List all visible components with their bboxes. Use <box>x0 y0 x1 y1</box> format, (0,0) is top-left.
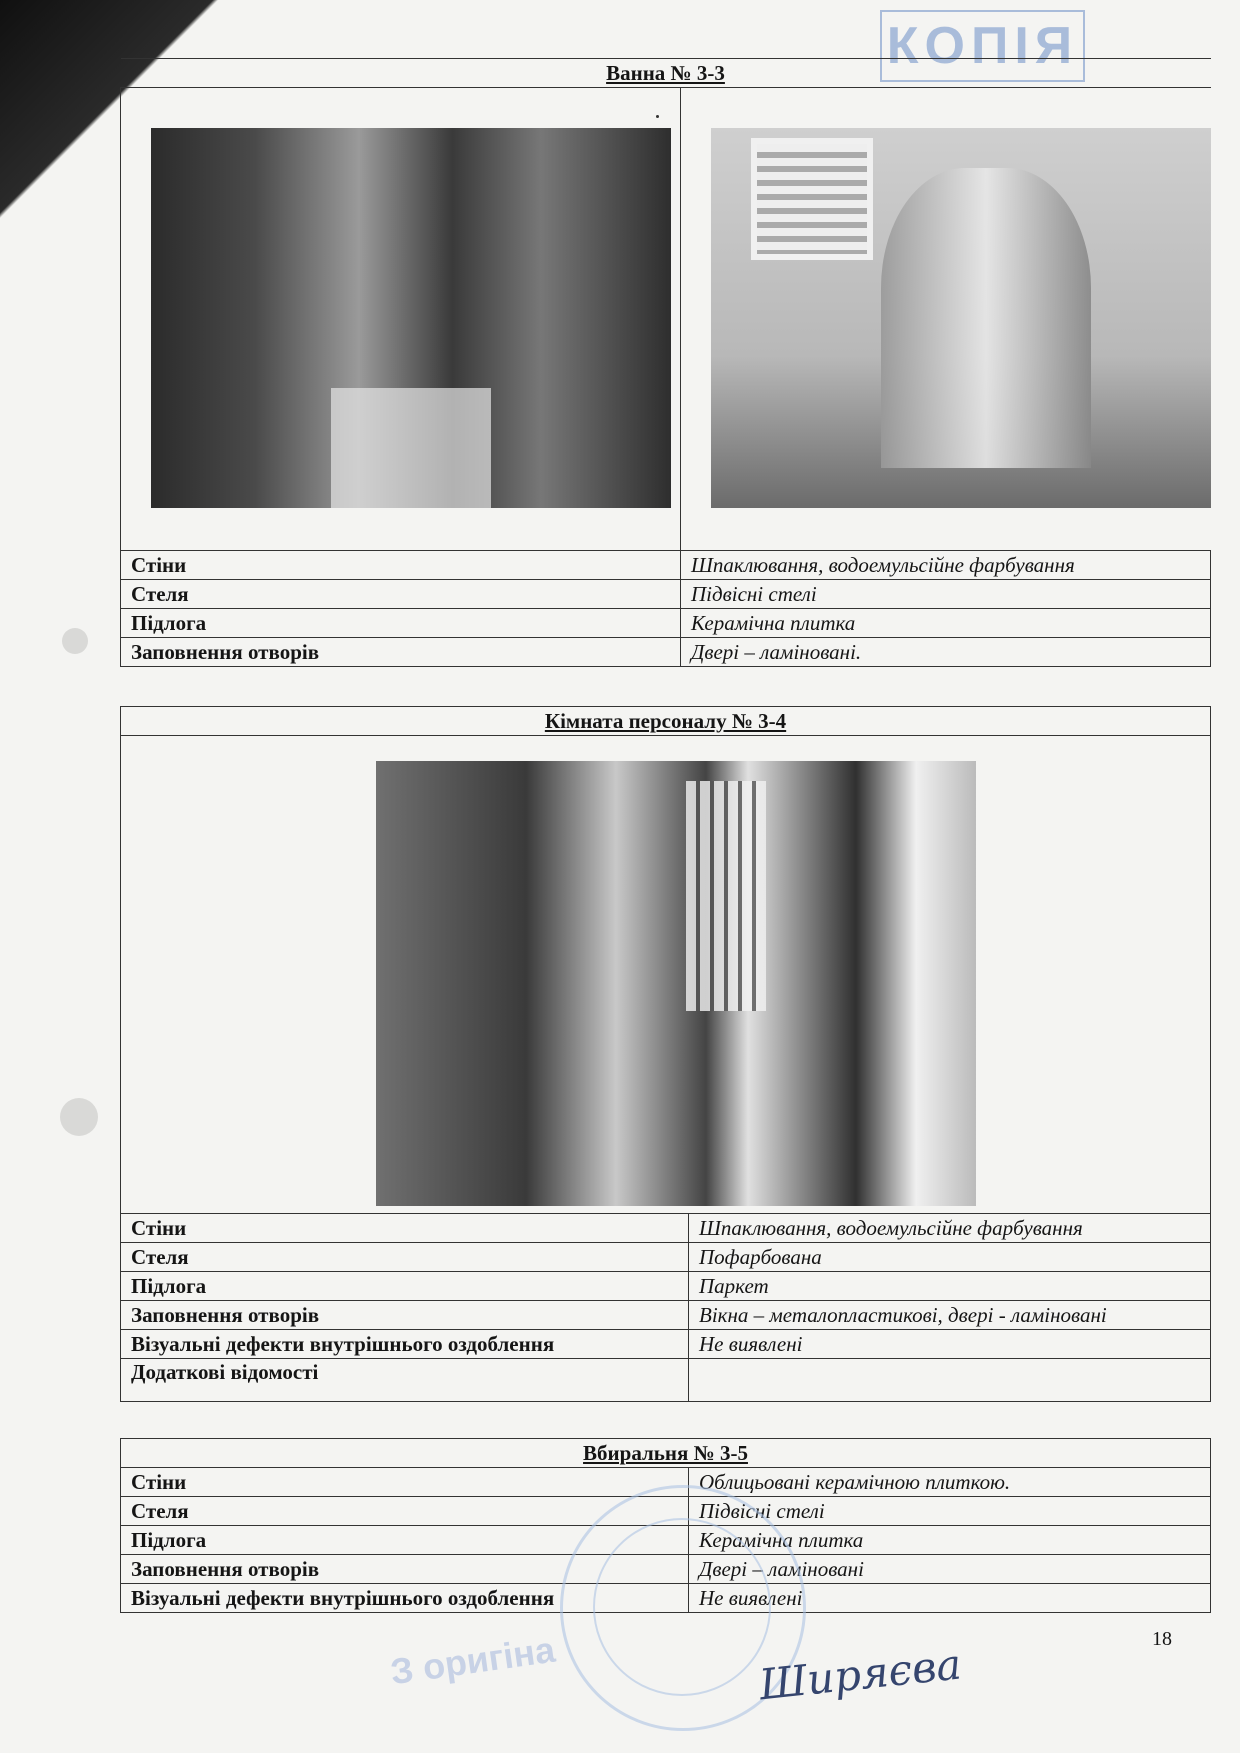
staff-defects-label: Візуальні дефекти внутрішнього оздоблення <box>121 1330 689 1359</box>
bathroom-photo-2 <box>711 128 1211 508</box>
bathroom-openings-value: Двері – ламіновані. <box>681 638 1211 667</box>
staff-room-title: Кімната персоналу № 3-4 <box>121 707 1211 736</box>
staff-walls-value: Шпаклювання, водоемульсійне фарбування <box>689 1214 1211 1243</box>
bathroom-walls-value: Шпаклювання, водоемульсійне фарбування <box>681 551 1211 580</box>
staff-openings-value: Вікна – металопластикові, двері - ламіновані <box>689 1301 1211 1330</box>
staff-floor-value: Паркет <box>689 1272 1211 1301</box>
staff-room-photo-cell <box>121 736 1211 1214</box>
staff-additional-value <box>689 1359 1211 1402</box>
restroom-floor-value: Керамічна плитка <box>689 1526 1211 1555</box>
staff-additional-label: Додаткові відомості <box>121 1359 689 1402</box>
bathroom-floor-value: Керамічна плитка <box>681 609 1211 638</box>
staff-room-photo <box>376 761 976 1206</box>
restroom-floor-label: Підлога <box>121 1526 689 1555</box>
restroom-walls-label: Стіни <box>121 1468 689 1497</box>
punch-hole <box>62 628 88 654</box>
bathroom-photo-cell-right <box>681 88 1211 551</box>
staff-openings-label: Заповнення отворів <box>121 1301 689 1330</box>
staff-ceiling-value: Пофарбована <box>689 1243 1211 1272</box>
bathroom-floor-label: Підлога <box>121 609 681 638</box>
restroom-defects-label: Візуальні дефекти внутрішнього оздоблення <box>121 1584 689 1613</box>
bathroom-table <box>120 58 1211 667</box>
restroom-ceiling-label: Стеля <box>121 1497 689 1526</box>
bathroom-ceiling-label: Стеля <box>121 580 681 609</box>
staff-defects-value: Не виявлені <box>689 1330 1211 1359</box>
bathroom-photo-1 <box>151 128 671 508</box>
restroom-openings-label: Заповнення отворів <box>121 1555 689 1584</box>
restroom-openings-value: Двері – ламіновані <box>689 1555 1211 1584</box>
punch-hole <box>60 1098 98 1136</box>
staff-floor-label: Підлога <box>121 1272 689 1301</box>
staff-room-table <box>120 706 1211 1402</box>
restroom-title: Вбиральня № 3-5 <box>121 1439 1211 1468</box>
restroom-ceiling-value: Підвісні стелі <box>689 1497 1211 1526</box>
original-stamp-text: З оригіна <box>387 1628 558 1693</box>
bathroom-title: Ванна № 3-3 <box>121 59 1211 88</box>
bathroom-ceiling-value: Підвісні стелі <box>681 580 1211 609</box>
bathroom-openings-label: Заповнення отворів <box>121 638 681 667</box>
staff-walls-label: Стіни <box>121 1214 689 1243</box>
bathroom-photo-cell-left <box>121 88 681 551</box>
signature: Ширяєва <box>756 1639 964 1710</box>
restroom-defects-value: Не виявлені <box>689 1584 1211 1613</box>
page-number: 18 <box>1152 1628 1172 1650</box>
bathroom-walls-label: Стіни <box>121 551 681 580</box>
copy-stamp: КОПІЯ <box>880 10 1085 82</box>
staff-ceiling-label: Стеля <box>121 1243 689 1272</box>
restroom-walls-value: Облицьовані керамічною плиткою. <box>689 1468 1211 1497</box>
